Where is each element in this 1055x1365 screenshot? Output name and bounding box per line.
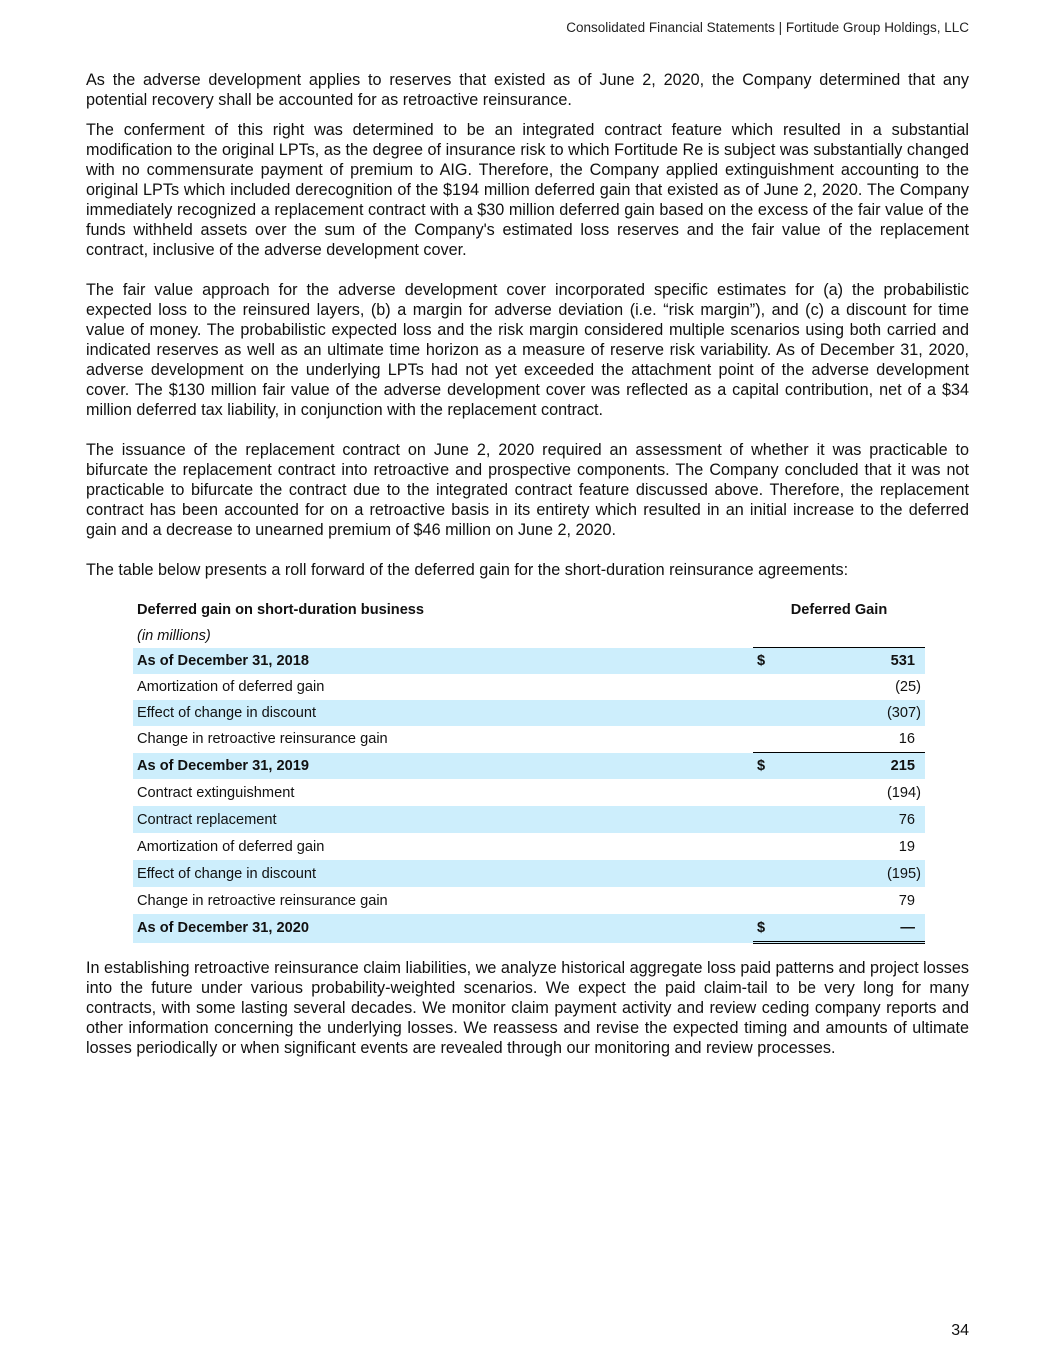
table-row (133, 726, 925, 753)
table-units-row (133, 625, 925, 648)
row-label: Effect of change in discount (133, 860, 753, 887)
row-value: 19 (898, 838, 916, 855)
column-header-deferred-gain: Deferred Gain (790, 602, 888, 618)
table-row (133, 806, 925, 833)
paragraph-replacement-contract: The issuance of the replacement contract on June 2, 2020 required an assessment of whether it was practicable to bifurcate the replacement contract into retroactive and prospective components. The Company concluded that it was not practicable to bifurcate the contract due to the integrated contract feature discussed above. Therefore, the replacement contract has been accounted for on a retroactive basis in its entirety which resulted in an initial increase to the deferred gain and a decrease to unearned premium of $46 million on June 2, 2020. (86, 441, 969, 539)
page-number: 34 (951, 1322, 969, 1339)
table-row (133, 648, 925, 675)
deferred-gain-table (133, 595, 925, 944)
table-title: Deferred gain on short-duration business (137, 602, 425, 618)
table-row (133, 860, 925, 887)
row-value: (195) (886, 865, 922, 882)
row-label: Contract extinguishment (137, 784, 295, 801)
table-header-row (133, 595, 925, 625)
row-label: As of December 31, 2019 (133, 753, 753, 780)
row-label: Change in retroactive reinsurance gain (137, 731, 388, 748)
paragraph-claim-liabilities: In establishing retroactive reinsurance claim liabilities, we analyze historical aggregate loss paid patterns and project losses into the future under various probability-weighted scenarios. We expect the paid claim-tail to be very long for many contracts, with some lasting several decades. We monitor claim payment activity and review ceding company reports and other information concerning the underlying losses. We reassess and revise the expected timing and amounts of ultimate losses periodically or when significant events are revealed through our monitoring and review processes. (86, 959, 969, 1057)
row-label: Amortization of deferred gain (137, 838, 325, 855)
row-value: (194) (886, 784, 922, 801)
row-label: As of December 31, 2020 (133, 914, 753, 943)
table-row (133, 887, 925, 914)
row-value: (25) (895, 679, 922, 695)
row-label: Contract replacement (133, 806, 753, 833)
paragraph-retroactive-recovery: As the adverse development applies to reserves that existed as of June 2, 2020, the Company determined that any potential recovery shall be accounted for as retroactive reinsurance. (86, 71, 969, 109)
row-value: 79 (898, 892, 916, 909)
table-row (133, 779, 925, 806)
row-value: 215 (890, 758, 916, 774)
row-value: (307) (886, 705, 922, 721)
row-value: 76 (898, 811, 916, 828)
row-label: Amortization of deferred gain (137, 679, 325, 695)
paragraph-fair-value-approach: The fair value approach for the adverse development cover incorporated specific estimates for (a) the probabilistic expected loss to the reinsured layers, (b) a margin for adverse deviation (i.e. “risk margin”), and (c) a discount for time value of money. The probabilistic expected loss and the risk margin considered multiple scenarios using both carried and indicated reserves as well as an ultimate time horizon as a measure of reserve risk variability. As of December 31, 2020, adverse development on the underlying LPTs had not yet exceeded the attachment point of the adverse development cover. The $130 million fair value of the adverse development cover was reflected as a capital contribution, net of a $34 million deferred tax liability, in conjunction with the replacement contract. (86, 281, 969, 419)
row-label: Effect of change in discount (133, 700, 753, 726)
row-value: — (900, 919, 916, 936)
table-row (133, 914, 925, 943)
running-header: Consolidated Financial Statements | Fortitude Group Holdings, LLC (566, 20, 969, 35)
table-row (133, 674, 925, 700)
currency-symbol: $ (753, 914, 783, 943)
table-row (133, 700, 925, 726)
table-units: (in millions) (137, 628, 211, 645)
row-value: 16 (898, 731, 916, 747)
row-value: 531 (890, 653, 916, 669)
row-label: As of December 31, 2018 (133, 648, 753, 675)
row-label: Change in retroactive reinsurance gain (137, 892, 388, 909)
currency-symbol: $ (753, 648, 783, 675)
table-row (133, 753, 925, 780)
paragraph-contract-feature: The conferment of this right was determined to be an integrated contract feature which resulted in a substantial modification to the original LPTs, as the degree of insurance risk to which Fortitude Re is subject was substantially changed with no commensurate payment of premium to AIG. Therefore, the Company applied extinguishment accounting to the original LPTs which included derecognition of the $194 million deferred gain that existed as of June 2, 2020. The Company immediately recognized a replacement contract with a $30 million deferred gain based on the excess of the fair value of the funds withheld assets over the sum of the Company's estimated loss reserves and the fair value of the replacement contract, inclusive of the adverse development cover. (86, 121, 969, 259)
currency-symbol: $ (753, 753, 783, 780)
table-row (133, 833, 925, 860)
paragraph-table-intro: The table below presents a roll forward of the deferred gain for the short-duration reinsurance agreements: (86, 561, 849, 579)
page-content (86, 70, 969, 1058)
